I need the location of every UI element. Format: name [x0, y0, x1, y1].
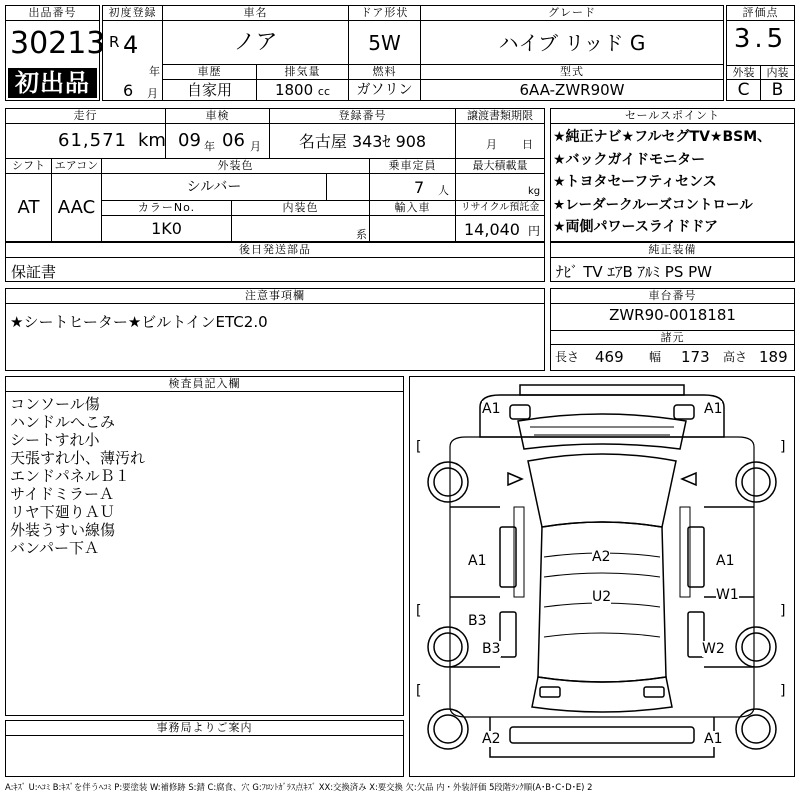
mark-right-rear-door: W1 [716, 587, 739, 603]
displacement-label: 排気量 [257, 65, 349, 80]
exterior-label: 外装 [727, 65, 761, 80]
mark-rear-left: A2 [482, 731, 501, 747]
first-listing-badge: 初出品 [8, 68, 97, 98]
year: 4 [123, 31, 139, 59]
bracket-right-mid: ] [780, 603, 786, 619]
height-label: 高さ [723, 350, 748, 364]
equipment: ﾅﾋﾞ TV ｴｱB ｱﾙﾐ PS PW [556, 263, 712, 281]
info-grid [5, 108, 545, 242]
insp-year: 09 [178, 130, 201, 151]
equipment-label: 純正装備 [551, 243, 794, 258]
chassis-label: 車台番号 [551, 289, 794, 304]
width-label: 幅 [649, 350, 662, 364]
length: 469 [595, 348, 624, 366]
car-name-label: 車名 [163, 6, 349, 21]
mark-left-rear-door: B3 [468, 613, 487, 629]
interior-label: 内装 [761, 65, 794, 80]
ext-color-label: 外装色 [102, 159, 370, 174]
score-label: 評価点 [727, 6, 794, 21]
door: 5W [349, 21, 421, 65]
recycle-label: リサイクル預託金 [456, 201, 544, 216]
insp-month-unit: 月 [250, 140, 261, 153]
mileage-cell [6, 124, 166, 159]
ext-color-code-blank [327, 174, 370, 201]
inspection-label: 車検 [166, 109, 270, 124]
equipment-box [550, 242, 795, 282]
bracket-right-bot: ] [780, 683, 786, 699]
capacity-label: 乗車定員 [370, 159, 456, 174]
fuel: ガソリン [349, 80, 421, 100]
inspector-line: エンドパネルＢ１ [10, 467, 130, 485]
inspector-line: ハンドルへこみ [10, 413, 116, 431]
mark-right-door: A1 [716, 553, 735, 569]
notes-box [5, 288, 545, 371]
month-unit: 月 [147, 87, 158, 100]
capacity-unit: 人 [438, 184, 449, 197]
sales-point-item: ★バックガイドモニター [553, 151, 706, 168]
capacity-cell [370, 174, 456, 201]
year-unit: 年 [149, 65, 160, 78]
sales-point-item: ★レーダークルーズコントロール [553, 196, 753, 213]
office-box [5, 720, 404, 777]
era: R [109, 33, 120, 51]
sales-point-item: ★トヨタセーフティセンス [553, 174, 717, 190]
later-parts-label: 後日発送部品 [6, 243, 544, 258]
model-label: 型式 [421, 65, 723, 80]
history-label: 車歴 [163, 65, 257, 80]
chassis-number: ZWR90-0018181 [609, 306, 736, 324]
first-reg-cell [103, 21, 163, 100]
ac-label: エアコン [52, 159, 102, 174]
inspector-line: シートすれ小 [10, 431, 100, 449]
bracket-left-bot: [ [416, 683, 422, 699]
color-no: 1K0 [102, 216, 232, 241]
reg-no: 名古屋 343ｾ 908 [270, 124, 456, 159]
max-load-cell [456, 174, 544, 201]
ext-color: シルバー [102, 174, 327, 201]
transfer-month-unit: 月 [486, 138, 497, 151]
car-outline [410, 377, 794, 776]
inspector-box [5, 376, 404, 716]
reg-no-label: 登録番号 [270, 109, 456, 124]
mark-front-left: A1 [482, 401, 501, 417]
bracket-right-top: ] [780, 439, 786, 455]
model: 6AA-ZWR90W [519, 81, 625, 99]
mileage: 61,571 [58, 130, 127, 151]
header-grid [102, 5, 724, 101]
mark-front-right: A1 [704, 401, 723, 417]
sales-points-label: セールスポイント [551, 109, 794, 124]
import-label: 輸入車 [370, 201, 456, 216]
int-color-cell [232, 216, 370, 241]
mark-rear-right: A1 [704, 731, 723, 747]
sales-point-item: ★両側パワースライドドア [553, 219, 719, 235]
history: 自家用 [163, 80, 257, 100]
lot-number-label: 出品番号 [6, 6, 99, 21]
interior: B [771, 80, 784, 100]
lot-number-box [5, 5, 106, 101]
chassis-box [550, 288, 795, 371]
displacement-cell [257, 80, 349, 100]
shift: AT [6, 174, 52, 241]
header-section [5, 5, 795, 101]
inspector-line: 天張すれ小、薄汚れ [10, 449, 146, 467]
width: 173 [681, 348, 710, 366]
mileage-unit: km [138, 130, 166, 151]
recycle: 14,040 [464, 220, 520, 239]
car-name: ノア [163, 21, 349, 65]
shift-label: シフト [6, 159, 52, 174]
later-parts: 保証書 [11, 263, 57, 281]
inspector-line: リヤ下廻りＡＵ [10, 503, 115, 521]
recycle-cell [456, 216, 544, 241]
inspector-line: コンソール傷 [10, 395, 100, 413]
notes: ★シートヒーター★ビルトインETC2.0 [10, 313, 268, 331]
sales-points-list [553, 126, 793, 239]
fuel-label: 燃料 [349, 65, 421, 80]
transfer-day-unit: 日 [522, 138, 533, 151]
int-color-unit: 系 [356, 228, 367, 241]
max-load-label: 最大積載量 [456, 159, 544, 174]
displacement: 1800 [274, 81, 314, 99]
sales-points-box [550, 108, 795, 242]
vehicle-diagram [409, 376, 795, 777]
insp-year-unit: 年 [204, 140, 215, 153]
inspector-line: 外装うすい線傷 [10, 521, 116, 539]
insp-month: 06 [222, 130, 245, 151]
transfer-cell [456, 124, 544, 159]
exterior: C [727, 80, 761, 100]
length-label: 長さ [555, 350, 580, 364]
sales-point-item: ★純正ナビ★フルセグTV★BSM、 [553, 129, 772, 145]
import-cell [370, 216, 456, 241]
grade-label: グレード [421, 6, 723, 21]
inspector-line: サイドミラーＡ [10, 485, 114, 503]
bracket-left-mid: [ [416, 603, 422, 619]
color-no-label: カラーNo. [102, 201, 232, 216]
int-color-label: 内装色 [232, 201, 370, 216]
mark-left-door: A1 [468, 553, 487, 569]
inspector-label: 検査員記入欄 [6, 377, 403, 392]
score: 3.5 [733, 24, 788, 54]
height: 189 [759, 348, 788, 366]
ac: AAC [52, 174, 102, 241]
mark-right-rear: W2 [702, 641, 725, 657]
dimensions-label: 諸元 [551, 330, 794, 345]
mark-roof-mid: U2 [592, 589, 612, 605]
score-box [726, 5, 795, 101]
legend: A:ｷｽﾞ U:ﾍｺﾐ B:ｷｽﾞを伴うﾍｺﾐ P:要塗装 W:補修跡 S:錆 C:腐食、穴 G:ﾌﾛﾝﾄｶﾞﾗｽ点ｷｽﾞ XX:交換済み X:要交換 欠:欠品 内・外装評価 5段階ﾗﾝｸ順(A･B･C･D･E) 2 [5, 782, 593, 792]
first-reg-label: 初度登録 [103, 6, 163, 21]
recycle-unit: 円 [528, 224, 541, 238]
later-parts-box [5, 242, 545, 282]
mark-roof-front: A2 [592, 549, 611, 565]
mark-left-rear: B3 [482, 641, 501, 657]
office-label: 事務局よりご案内 [6, 721, 403, 736]
grade: ハイブ リッド G [421, 21, 723, 65]
mileage-label: 走行 [6, 109, 166, 124]
transfer-label: 譲渡書類期限 [456, 109, 544, 124]
max-load-unit: kg [528, 186, 541, 197]
inspection-cell [166, 124, 270, 159]
dimensions-row [551, 345, 794, 370]
inspector-line: バンパー下Ａ [10, 539, 99, 557]
month: 6 [123, 81, 134, 100]
displacement-unit: cc [317, 85, 331, 98]
bracket-left-top: [ [416, 439, 422, 455]
capacity: 7 [414, 178, 425, 197]
notes-label: 注意事項欄 [6, 289, 544, 304]
door-label: ドア形状 [349, 6, 421, 21]
inspector-lines [10, 395, 145, 557]
lot-number: 30213 [10, 26, 106, 61]
